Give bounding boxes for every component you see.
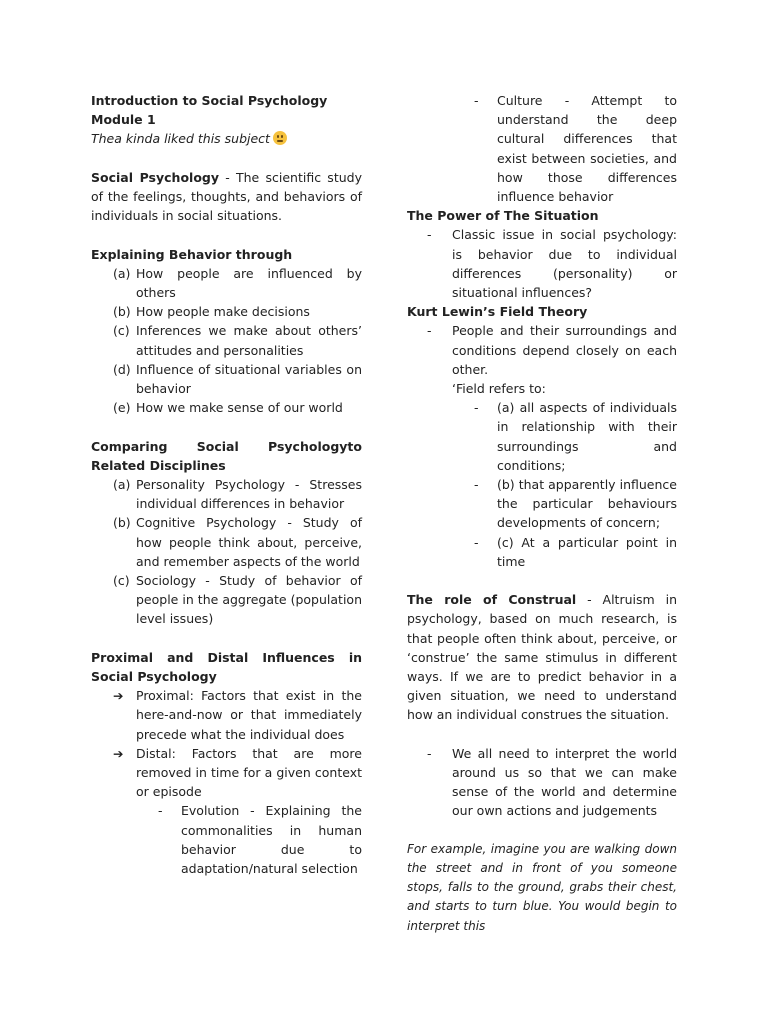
list-item: - Classic issue in social psychology: is behavior due to individual differences (personality) or situational influences?	[427, 227, 677, 301]
module-label: Module 1	[91, 112, 156, 128]
field-list	[407, 398, 677, 571]
author-note: Thea kinda liked this subject	[91, 129, 362, 148]
list-item: - Culture - Attempt to understand the deep cultural differences that exist between societies, and how those differences influence behavior	[474, 93, 677, 205]
proximal-distal-heading: Proximal and Distal Influences in Social Psychology	[91, 649, 362, 685]
social-psychology-definition: Social Psychology - The scientific study of the feelings, thoughts, and behaviors of individuals in social situations.	[91, 169, 362, 224]
list-item: (c) Inferences we make about others’ attitudes and personalities	[113, 323, 362, 358]
power-heading: The Power of The Situation	[407, 208, 599, 224]
field-refers-label: ‘Field refers to:	[452, 381, 546, 397]
list-item: (b) Cognitive Psychology - Study of how people think about, perceive, and remember aspects of the world	[113, 515, 362, 569]
list-item: (d) Influence of situational variables on behavior	[113, 361, 362, 397]
list-item: - We all need to interpret the world around us so that we can make sense of the world and determine our own actions and judgements	[427, 745, 677, 819]
list-item: - (c) At a particular point in time	[474, 534, 677, 569]
comparing-heading: Comparing Social Psychologyto Related Disciplines	[91, 438, 362, 473]
list-item: ➔ Proximal: Factors that exist in the here-and-now or that immediately precede what the individual does	[113, 688, 362, 742]
list-item: - People and their surroundings and conditions depend closely on each other.	[427, 323, 677, 377]
lewin-heading: Kurt Lewin’s Field Theory	[407, 304, 588, 320]
list-item: (b) How people make decisions	[113, 304, 310, 320]
proximal-distal-list	[91, 686, 362, 878]
list-item: (a) How people are influenced by others	[113, 265, 362, 300]
list-item: (e) How we make sense of our world	[113, 400, 343, 416]
list-item: (c) Sociology - Study of behavior of people in the aggregate (population level issues)	[113, 573, 362, 627]
list-item: - (a) all aspects of individuals in relationship with their surroundings and conditions;	[474, 400, 677, 473]
explaining-list	[91, 264, 362, 418]
document-title: Introduction to Social Psychology	[91, 93, 328, 108]
list-item: (a) Personality Psychology - Stresses individual differences in behavior	[113, 477, 362, 512]
comparing-list	[91, 475, 362, 629]
left-column	[91, 91, 362, 878]
construal-definition: The role of Construal - Altruism in psychology, based on much research, is that people often think about, perceive, or ‘construe’ the same stimulus in different ways. If we are to predict behavior in a given situation, we need to understand how an individual construes the situation.	[407, 592, 677, 723]
list-item: - (b) that apparently influence the particular behaviours developments of concern;	[474, 477, 677, 531]
list-item: ➔ Distal: Factors that are more removed in time for a given context or episode	[113, 745, 362, 800]
explaining-heading: Explaining Behavior through	[91, 246, 293, 262]
list-item: - Evolution - Explaining the commonalities in human behavior due to adaptation/natural selection	[158, 803, 362, 877]
slightly-frowning-face-icon	[273, 131, 287, 145]
right-column	[407, 91, 677, 936]
example-paragraph: For example, imagine you are walking down the street and in front of you someone stops, falls to the ground, grabs their chest, and starts to turn blue. You would begin to interpret this	[407, 841, 677, 933]
